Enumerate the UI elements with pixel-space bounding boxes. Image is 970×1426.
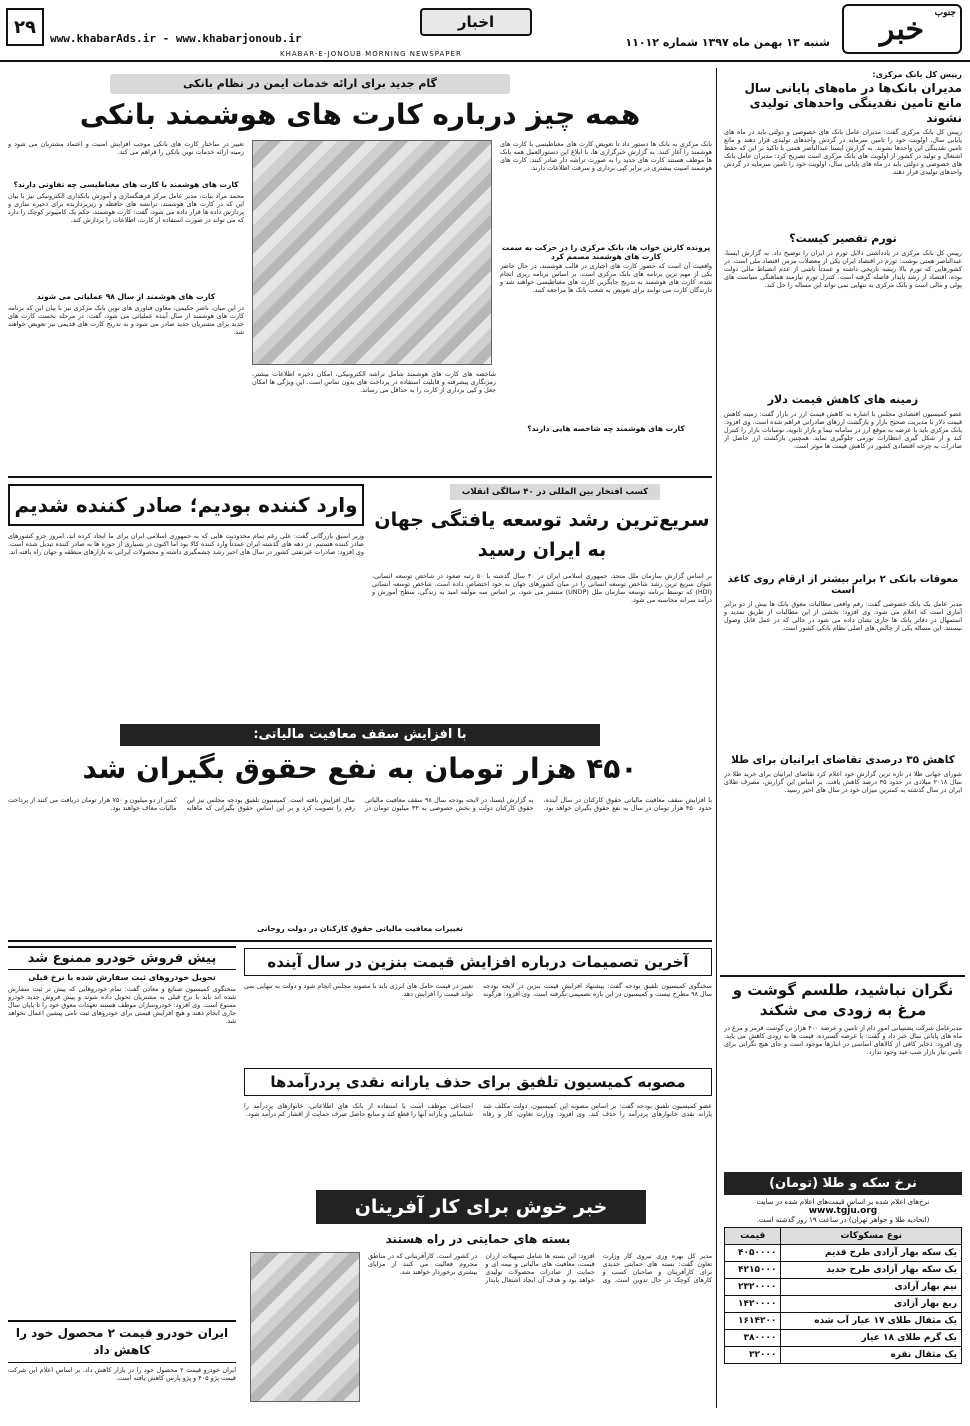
car-body: سخنگوی کمیسیون صنایع و معادن گفت: تمام خودروهایی که پیش تر ثبت سفارش شده اند باید با نرخ قبلی به مشتریان تحویل داده شوند و پیش فروش جدید خودرو ممنوع است. وی افزود: خودروسازان موظف هستند تعهدات معوق خود را تا پایان سال جاری انجام دهند و هیچ افزایش قیمتی برای خودروهای ثبت نامی پیشین اعمال نخواهد شد.	[8, 985, 236, 1025]
right-body-3: عضو کمیسیون اقتصادی مجلس با اشاره به کاهش قیمت ارز در بازار گفت: زمینه کاهش قیمت دلار با مدیریت صحیح بازار و بازگشت ارزهای صادراتی فراهم شده است. وی افزود: بانک مرکزی باید با عرضه به موقع ارز در سامانه نیما و بازار ثانویه، نوسانات بازار را کنترل کند و از شکل گیری انتظارات تورمی جلوگیری نماید. همچنین بازگشت ارز حاصل از صادرات به چرخه اقتصادی کشور در کاهش قیمت ها موثر است.	[724, 410, 962, 450]
english-name: KHABAR-E-JONOUB MORNING NEWSPAPER	[280, 50, 462, 58]
coin-price: ۳۸۰۰۰۰	[725, 1330, 781, 1347]
entrepreneur-photo	[250, 1252, 360, 1402]
divider	[8, 476, 712, 478]
coin-name: ربع بهار آزادی	[781, 1296, 962, 1313]
coin-name: یک مثقال نقره	[781, 1347, 962, 1364]
right-body-5: شورای جهانی طلا در تازه ترین گزارش خود اعلام کرد تقاضای ایرانیان برای خرید طلا در سال ۲۰۱۸ میلادی در حدود ۳۵ درصد کاهش یافت. بر اساس این گزارش، مصرف طلای ایران در سال گذشته به کمترین میزان خود در سال های اخیر رسید.	[724, 770, 962, 794]
table-row	[725, 1245, 962, 1262]
newspaper-logo[interactable]	[842, 4, 962, 54]
col-header-type: نوع مسکوکات	[781, 1228, 962, 1245]
gold-table	[724, 1227, 962, 1364]
meat-article	[724, 980, 962, 1154]
cards-col-3: تغییر در ساختار کارت های بانکی موجب افزایش امنیت و اعتماد مشتریان می شود و زمینه ارائه خدمات نوین بانکی را فراهم می کند.	[8, 140, 244, 156]
logo-text: خبر	[879, 11, 925, 47]
table-row	[725, 1262, 962, 1279]
logo-sub: جنوب	[934, 8, 956, 18]
right-column	[724, 70, 962, 895]
right-kicker: رییس کل بانک مرکزی:	[872, 70, 962, 79]
gold-table-note2: (اتحادیه طلا و جواهر تهران) در ساعت ۱۹ روز گذشته است.	[756, 1216, 930, 1224]
cards-headline: همه چیز درباره کارت های هوشمند بانکی	[79, 98, 641, 131]
entrepreneur-headline: خبر خوش برای کار آفرینان	[316, 1190, 646, 1224]
coin-name: یک سکه بهار آزادی طرح قدیم	[781, 1245, 962, 1262]
dateline: شنبه ۱۳ بهمن ماه ۱۳۹۷ شماره ۱۱۰۱۲	[625, 36, 830, 49]
dollar-headline: زمینه های کاهش قیمت دلار	[767, 393, 919, 406]
website-link[interactable]: www.khabarAds.ir - www.khabarjonoub.ir	[50, 32, 302, 45]
cards-col-1b: واقعیت آن است که حضور کارت های اجباری در قالب هوشمند، در حال حاضر یکی از مهم ترین برنامه های بانک مرکزی است. بر اساس برنامه ریزی انجام شده، کارت های هوشمند به تدریج جایگزین کارت های مغناطیسی خواهند شد و دارندگان کارت می توانند برای تعویض به شعب بانک ها مراجعه کنند.	[500, 262, 712, 294]
entered-body: وزیر اسبق بازرگانی گفت: علی رغم تمام محدودیت هایی که به جمهوری اسلامی ایران برای ما ایجاد کرده اند، امروز جزو کشورهای صادر کننده هستیم. در دهه های گذشته ایران عمدتاً وارد کننده کالا بود اما اکنون در بسیاری از حوزه ها به صادر کننده تبدیل شده است. وی افزود: صادرات غیرنفتی کشور در سال های اخیر رشد چشمگیری داشته و محصولات ایرانی به بازارهای منطقه و جهان راه یافته اند.	[8, 532, 364, 556]
table-row	[725, 1279, 962, 1296]
entrepreneur-body: مدیر کل بهره وری نیروی کار وزارت تعاون گفت: بسته های حمایتی جدیدی برای کارآفرینان و صاحبان کسب و کارهای کوچک در حال تدوین است. وی افزود: این بسته ها شامل تسهیلات ارزان قیمت، معافیت های مالیاتی و بیمه ای و حمایت از صادرات محصولات تولیدی خواهد بود و هدف آن ایجاد اشتغال پایدار در کشور است. کارآفرینانی که در مناطق محروم فعالیت می کنند از مزایای بیشتری برخوردار خواهند شد.	[368, 1252, 712, 1284]
inflation-headline: تورم تقصیر کیست؟	[789, 232, 897, 245]
gold-table-note: نرخ‌های اعلام شده بر اساس قیمت‌های اعلام شده در سایت	[756, 1198, 930, 1206]
right-headline: مدیران بانک‌ها در ماه‌های پایانی سال مانع تامین نقدینگی واحدهای تولیدی نشوند	[744, 81, 962, 125]
cards-col-3c: در این میان، ناصر حکیمی، معاون فناوری های نوین بانک مرکزی نیز با بیان این که برنامه کارت های هوشمند از سال آینده عملیاتی می شود، گفت: در مرحله نخست کارت های جدید برای مشتریان جدید صادر می شود و به تدریج کارت های قدیمی نیز تعویض خواهند شد.	[8, 304, 244, 336]
cards-col-2: شاخصه های کارت های هوشمند شامل تراشه الکترونیکی، امکان ذخیره اطلاعات بیشتر، رمزنگاری پیشرفته و قابلیت استفاده در پرداخت های بدون تماس است. این ویژگی ها امکان جعل و کپی برداری از کارت را به حداقل می رساند.	[252, 370, 496, 394]
fastest-kicker: کسب افتخار بین المللی در ۴۰ سالگی انقلاب	[450, 484, 660, 500]
col-header-price: قیمت	[725, 1228, 781, 1245]
coin-name: یک سکه بهار آزادی طرح جدید	[781, 1262, 962, 1279]
coin-name: یک گرم طلای ۱۸ عیار	[781, 1330, 962, 1347]
coin-name: یک مثقال طلای ۱۷ عیار آب شده	[781, 1313, 962, 1330]
tax-body: با افزایش سقف معافیت مالیاتی حقوق کارکنان در سال آینده، حدود ۴۵۰ هزار تومان در سال به نفع حقوق بگیران خواهد بود. به گزارش ایسنا، در لایحه بودجه سال ۹۸ سقف معافیت مالیاتی حقوق کارکنان دولت و بخش خصوصی به ۳۳ میلیون تومان در سال افزایش یافته است. کمیسیون تلفیق بودجه مجلس نیز این رقم را تصویب کرد و بر این اساس حقوق بگیرانی که ماهانه کمتر از دو میلیون و ۷۵۰ هزار تومان دریافت می کنند از پرداخت مالیات معاف خواهند بود.	[8, 796, 712, 812]
cards-kicker: گام جدید برای ارائه خدمات ایمن در نظام بانکی	[110, 74, 510, 94]
right-body-1: رییس کل بانک مرکزی گفت: مدیران عامل بانک های خصوصی و دولتی باید در ماه های پایانی سال، اولویت خود را تامین سرمایه در گردش واحدهای تولیدی قرار دهند و مانع تامین نقدینگی این واحدها نشوند. به گزارش ایسنا عبدالناصر همتی با تاکید بر این که حفظ اشتغال و تولید در کشور از اولویت های بانک مرکزی است تصریح کرد: مدیران عامل بانک های خصوصی و دولتی باید در ماه های پایانی سال، اولویت خود را تامین سرمایه در گردش واحدهای تولیدی قرار دهند.	[724, 128, 962, 176]
cards-sub-4: کارت های هوشمند از سال ۹۸ عملیاتی می شوند	[36, 292, 216, 301]
bank-cards-photo	[252, 140, 492, 365]
gas-body: سخنگوی کمیسیون تلفیق بودجه گفت: پیشنهاد افزایش قیمت بنزین در لایحه بودجه سال ۹۸ مطرح نیست و کمیسیون در این باره تصمیمی نگرفته است. وی افزود: هرگونه تغییر در قیمت حامل های انرژی باید با مصوبه مجلس انجام شود و دولت به تنهایی نمی تواند قیمت را افزایش دهد.	[244, 982, 712, 998]
meat-body: مدیرعامل شرکت پشتیبانی امور دام از تامین و عرضه ۴۰۰ هزار تن گوشت قرمز و مرغ در ماه های پایانی سال خبر داد و گفت: با عرضه گسترده، قیمت ها به زودی کاهش می یابد. وی افزود: ذخایر کافی از کالاهای اساسی در انبارها موجود است و جای هیچ نگرانی برای تامین نیاز بازار شب عید وجود ندارد.	[724, 1024, 962, 1056]
meat-headline: نگران نباشید، طلسم گوشت و مرغ به زودی می شکند	[732, 981, 954, 1019]
subsidy-headline: مصوبه کمیسیون تلفیق برای حذف یارانه نقدی پردرآمدها	[244, 1068, 712, 1096]
cards-sub-1: پرونده کارتن خواب ها، بانک مرکزی را در حرکت به سمت کارت های هوشمند مصمم کرد	[501, 243, 711, 261]
page-number: ۲۹	[6, 8, 44, 46]
divider	[720, 975, 965, 977]
entrepreneur-sub: بسته های حمایتی در راه هستند	[385, 1232, 571, 1246]
gas-headline: آخرین تصمیمات درباره افزایش قیمت بنزین در سال آینده	[244, 948, 712, 976]
coin-price: ۲۳۲۰۰۰۰	[725, 1279, 781, 1296]
coin-price: ۱۴۲۰۰۰۰	[725, 1296, 781, 1313]
section-label: اخبار	[420, 8, 532, 36]
fastest-body: بر اساس گزارش سازمان ملل متحد، جمهوری اسلامی ایران در ۴۰ سال گذشته با ۵۰ رتبه صعود در شاخص توسعه انسانی، عنوان سریع ترین رشد شاخص توسعه انسانی را در میان کشورهای جهان به خود اختصاص داده است. شاخص توسعه انسانی (HDI) که توسط برنامه توسعه سازمان ملل (UNDP) منتشر می شود، بر اساس سه مولفه امید به زندگی، سطح آموزش و درآمد سرانه محاسبه می شود.	[372, 572, 712, 604]
coin-price: ۳۲۰۰۰	[725, 1347, 781, 1364]
arrears-headline: معوقات بانکی ۲ برابر بیشتر از ارقام روی کاغذ است	[727, 574, 959, 596]
car-article	[8, 946, 236, 1290]
right-body-2: رییس کل بانک مرکزی در یادداشتی دلایل تورم در ایران را توضیح داد. به گزارش ایسنا، عبدالناصر همتی نوشت: تورم در اقتصاد ایران یکی از معضلات مزمن اقتصاد ملی است. در کشورهایی که تورم بالا ریشه تاریخی داشته و عمدتاً ناشی از عدم انضباط مالی دولت بوده، اقتصاد از رشد پایدار فاصله گرفته است. کنترل تورم نیازمند هماهنگی سیاست های پولی و مالی است و بانک مرکزی به تنهایی نمی تواند این مساله را حل کند.	[724, 249, 962, 289]
coin-price: ۴۰۵۰۰۰۰	[725, 1245, 781, 1262]
cards-col-3b: محمد مراد بیات، مدیر عامل مرکز فرهنگسازی و آموزش بانکداری الکترونیکی نیز با بیان این که در کارت های هوشمند، ترانشه های حافظه و ریزپردازنده برای ذخیره سازی و پردازش داده ها قرار داده می شود، گفت: کارت هوشمند، حکم یک کامپیوتر کوچک را دارد که می تواند در صورت استفاده از کارت، اطلاعات را پردازش کند.	[8, 192, 244, 224]
entered-headline: وارد کننده بودیم؛ صادر کننده شدیم	[8, 484, 364, 526]
gold-table-site[interactable]: www.tgju.org	[808, 1206, 878, 1216]
coin-name: نیم بهار آزادی	[781, 1279, 962, 1296]
right-body-4: مدیر عامل یک بانک خصوصی گفت: رقم واقعی مطالبات معوق بانک ها بیش از دو برابر آماری است که اعلام می شود. وی افزود: بخشی از این مطالبات از طریق تمدید و استمهال در دفاتر بانک ها جاری نشان داده می شود در حالی که در عمل قابل وصول نیستند. این مساله یکی از چالش های اصلی نظام بانکی کشور است.	[724, 600, 962, 632]
tax-kicker: با افزایش سقف معافیت مالیاتی:	[120, 724, 600, 746]
subsidy-body: عضو کمیسیون تلفیق بودجه گفت: بر اساس مصوبه این کمیسیون، دولت مکلف شد یارانه نقدی خانوارهای پردرآمد را حذف کند. وی افزود: وزارت تعاون، کار و رفاه اجتماعی موظف است با استفاده از بانک های اطلاعاتی، خانوارهای پردرآمد را شناسایی و یارانه آنها را قطع کند و منابع حاصل صرف حمایت از اقشار کم درآمد شود.	[244, 1102, 712, 1118]
car2-body: ایران خودرو قیمت ۲ محصول خود را در بازار کاهش داد. بر اساس اعلام این شرکت قیمت پژو ۴۰۵ و پژو پارس کاهش یافته است.	[8, 1366, 236, 1382]
tax-sub: تغییرات معافیت مالیاتی حقوق کارکنان در دولت روحانی	[257, 924, 463, 933]
table-row	[725, 1347, 962, 1364]
table-row	[725, 1330, 962, 1347]
coin-price: ۴۲۱۵۰۰۰	[725, 1262, 781, 1279]
car-sub: تحویل خودروهای ثبت سفارش شده با نرخ قبلی	[28, 973, 216, 982]
cards-col-1: بانک مرکزی به بانک ها دستور داد تا تعویض کارت های مغناطیسی با کارت های هوشمند را آغاز کنند. به گزارش خبرگزاری ها، با ابلاغ این دستورالعمل همه بانک ها موظف هستند کارت های جدید را به صورت تراشه دار صادر کنند. کارت های هوشمند امنیت بیشتری در برابر کپی برداری و سرقت اطلاعات دارند.	[500, 140, 712, 172]
fastest-headline: سریع‌ترین رشد توسعه یافتگی جهان به ایران رسید	[374, 509, 710, 561]
car2-article	[8, 1320, 236, 1426]
coin-price: ۱۶۱۴۲۰۰	[725, 1313, 781, 1330]
divider	[8, 940, 712, 942]
table-row	[725, 1296, 962, 1313]
car-headline: پیش فروش خودرو ممنوع شد	[8, 946, 236, 970]
column-rule	[716, 68, 717, 1408]
cards-sub-2: کارت های هوشمند چه شاخصه هایی دارند؟	[527, 424, 685, 433]
table-row	[725, 1313, 962, 1330]
tax-headline: ۴۵۰ هزار تومان به نفع حقوق بگیران شد	[82, 752, 638, 785]
car2-headline: ایران خودرو قیمت ۲ محصول خود را کاهش داد	[8, 1320, 236, 1363]
gold-demand-headline: کاهش ۳۵ درصدی تقاضای ایرانیان برای طلا	[731, 754, 955, 766]
gold-table-title: نرخ سکه و طلا (تومان)	[724, 1172, 962, 1195]
gold-price-table	[724, 1172, 962, 1364]
cards-sub-3: کارت های هوشمند با کارت های مغناطیسی چه تفاوتی دارند؟	[13, 180, 239, 189]
